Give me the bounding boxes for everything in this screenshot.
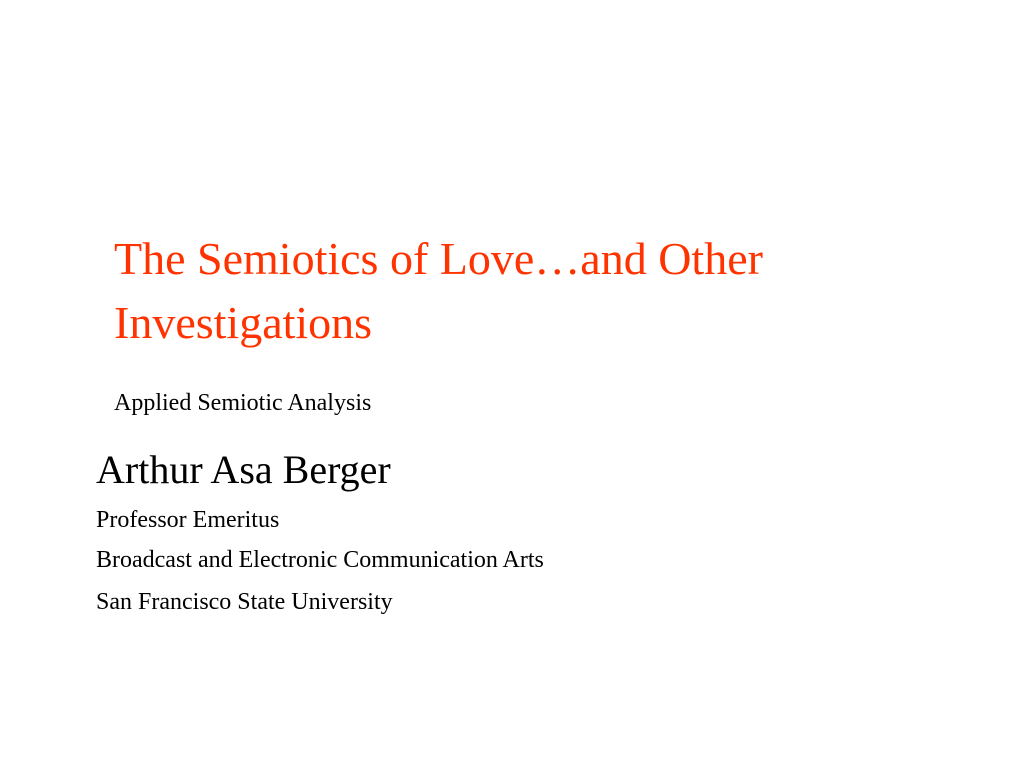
slide-subtitle: Applied Semiotic Analysis [114,390,372,416]
author-institution: San Francisco State University [96,589,393,615]
slide-title-line-2: Investigations [114,297,373,348]
slide-title-line-1: The Semiotics of Love…and Other [114,233,763,284]
author-department: Broadcast and Electronic Communication Arts [96,547,544,573]
author-name: Arthur Asa Berger [96,447,391,492]
author-position: Professor Emeritus [96,507,280,533]
